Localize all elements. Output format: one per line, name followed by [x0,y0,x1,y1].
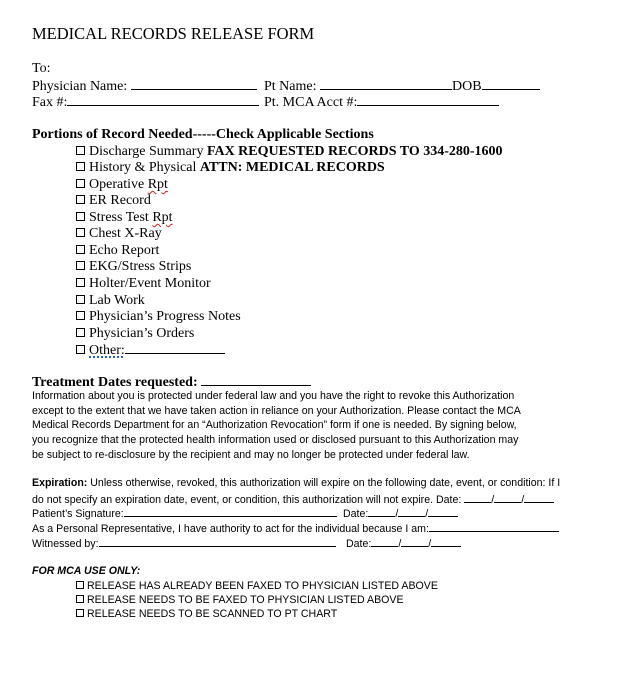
patient-date-month-field[interactable] [368,505,395,517]
checklist-item-label: Physician’s Progress Notes [89,309,241,324]
treatment-dates-label: Treatment Dates requested: [32,375,198,390]
physician-name-label: Physician Name: [32,79,128,94]
expiration-day-field[interactable] [494,491,521,503]
mca-checklist-label: RELEASE NEEDS TO BE SCANNED TO PT CHART [87,608,338,620]
checklist-item[interactable] [76,342,225,359]
checklist-item[interactable] [76,160,385,176]
pt-mca-acct-row [264,94,499,111]
to-label: To: [32,61,51,76]
expiration-month-field[interactable] [464,491,491,503]
checklist-item-label: History & Physical [89,160,197,175]
checklist-item[interactable] [76,226,162,242]
pt-name-row [264,78,540,95]
checkbox[interactable] [76,581,84,589]
pt-name-field[interactable] [320,78,452,90]
witness-date-year-field[interactable] [431,535,461,547]
checkbox[interactable] [76,278,85,287]
expiration-section [32,476,560,507]
pt-mca-acct-label: Pt. MCA Acct #: [264,95,358,110]
checkbox[interactable] [76,345,85,354]
witnessed-field[interactable] [99,535,336,547]
checklist-item-label: Discharge Summary [89,144,204,159]
expiration-text: Unless otherwise, revoked, this authorization will expire on the following date, event, or condition: If I [90,477,561,489]
checkbox[interactable] [76,162,85,171]
checklist-item-label: Chest X-Ray [89,226,162,241]
mca-checklist-item[interactable] [76,607,337,622]
checkbox[interactable] [76,195,85,204]
checkbox[interactable] [76,328,85,337]
physician-name-row [32,78,257,95]
witness-date-label: Date: [346,538,372,550]
checklist-item-label: Lab Work [89,293,145,308]
checklist-item-label: Other: [89,343,125,358]
fax-instruction: FAX REQUESTED RECORDS TO 334-280-1600 [206,144,503,159]
checkbox[interactable] [76,245,85,254]
checklist-item[interactable] [76,177,168,193]
checklist-item[interactable] [76,326,194,342]
checkbox[interactable] [76,146,85,155]
checklist-item[interactable] [76,276,211,292]
expiration-date-text: do not specify an expiration date, event, or condition, this authorization will not expire. Date: [32,493,462,506]
paragraph-line: Information about you is protected under federal law and you have the right to revoke this Authorization [32,390,515,402]
paragraph-line: be subject to re-disclosure by the recipient and may no longer be protected under federal law. [32,448,470,461]
checklist-item[interactable] [76,259,191,275]
treatment-dates-field[interactable] [201,374,311,386]
patient-date-row: Date: / / [343,505,458,522]
checklist-item-label-flagged: Rpt [152,210,173,225]
checklist-item-label: Physician’s Orders [89,326,195,341]
patient-signature-field[interactable] [124,505,337,517]
pt-mca-acct-field[interactable] [357,94,499,106]
checklist-item-label: EKG/Stress Strips [89,259,192,274]
witness-date-month-field[interactable] [371,535,398,547]
other-field[interactable] [125,342,225,354]
checkbox[interactable] [76,295,85,304]
checkbox[interactable] [76,609,84,617]
expiration-line-2: do not specify an expiration date, event, or condition, this authorization will not expire. Date: / / [32,491,560,508]
checklist-item[interactable] [76,309,241,325]
attn-instruction: ATTN: MEDICAL RECORDS [199,160,385,175]
physician-name-field[interactable] [131,78,257,90]
expiration-year-field[interactable] [524,491,554,503]
checklist-item-label: Echo Report [89,243,160,258]
checkbox[interactable] [76,311,85,320]
checklist-item-label: Operative [89,177,145,192]
patient-date-day-field[interactable] [398,505,425,517]
mca-checklist-item[interactable] [76,579,438,594]
checkbox[interactable] [76,261,85,270]
witness-date-day-field[interactable] [401,535,428,547]
dob-field[interactable] [482,78,540,90]
expiration-line-1 [32,476,560,491]
form-title: MEDICAL RECORDS RELEASE FORM [32,24,315,43]
checklist-item-label-flagged: Rpt [147,177,168,192]
paragraph-line: except to the extent that we have taken action in reliance on your Authorization. Please contact the MCA [32,404,521,417]
checkbox[interactable] [76,228,85,237]
checkbox[interactable] [76,595,84,603]
paragraph-line: Medical Records Department for an “Authorization Revocation” form if one is needed. By signing below, [32,419,517,432]
fax-field[interactable] [67,94,259,106]
checklist-item[interactable] [76,144,503,160]
representative-label: As a Personal Representative, I have authority to act for the individual because I am: [32,523,429,535]
witnessed-row [32,535,336,552]
paragraph-line: you recognize that the protected health information used or disclosed pursuant to this Authorization may [32,434,519,447]
checkbox[interactable] [76,212,85,221]
witnessed-label: Witnessed by: [32,538,99,550]
mca-checklist-item[interactable] [76,593,404,608]
checklist-item[interactable] [76,210,173,226]
checklist-item-label: ER Record [89,193,151,208]
patient-date-label: Date: [343,508,369,520]
mca-checklist-label: RELEASE NEEDS TO BE FAXED TO PHYSICIAN LISTED ABOVE [87,594,404,606]
patient-signature-label: Patient’s Signature: [32,508,124,520]
checklist-item[interactable] [76,193,151,209]
checklist-item[interactable] [76,243,159,259]
checkbox[interactable] [76,179,85,188]
fax-label: Fax #: [32,95,68,110]
dob-label: DOB [452,79,482,94]
authorization-paragraph [32,389,521,463]
checklist-item-label: Holter/Event Monitor [89,276,211,291]
checklist-item-label: Stress Test [89,210,149,225]
witness-date-row: Date: / / [346,535,461,552]
checklist-item[interactable] [76,293,145,309]
mca-use-heading: FOR MCA USE ONLY: [32,565,141,577]
representative-field[interactable] [429,520,559,532]
expiration-label: Expiration: [32,477,88,489]
fax-row [32,94,259,111]
pt-name-label: Pt Name: [264,79,317,94]
patient-date-year-field[interactable] [428,505,458,517]
portions-heading: Portions of Record Needed-----Check Applicable Sections [32,127,374,142]
mca-checklist-label: RELEASE HAS ALREADY BEEN FAXED TO PHYSICIAN LISTED ABOVE [87,580,438,592]
